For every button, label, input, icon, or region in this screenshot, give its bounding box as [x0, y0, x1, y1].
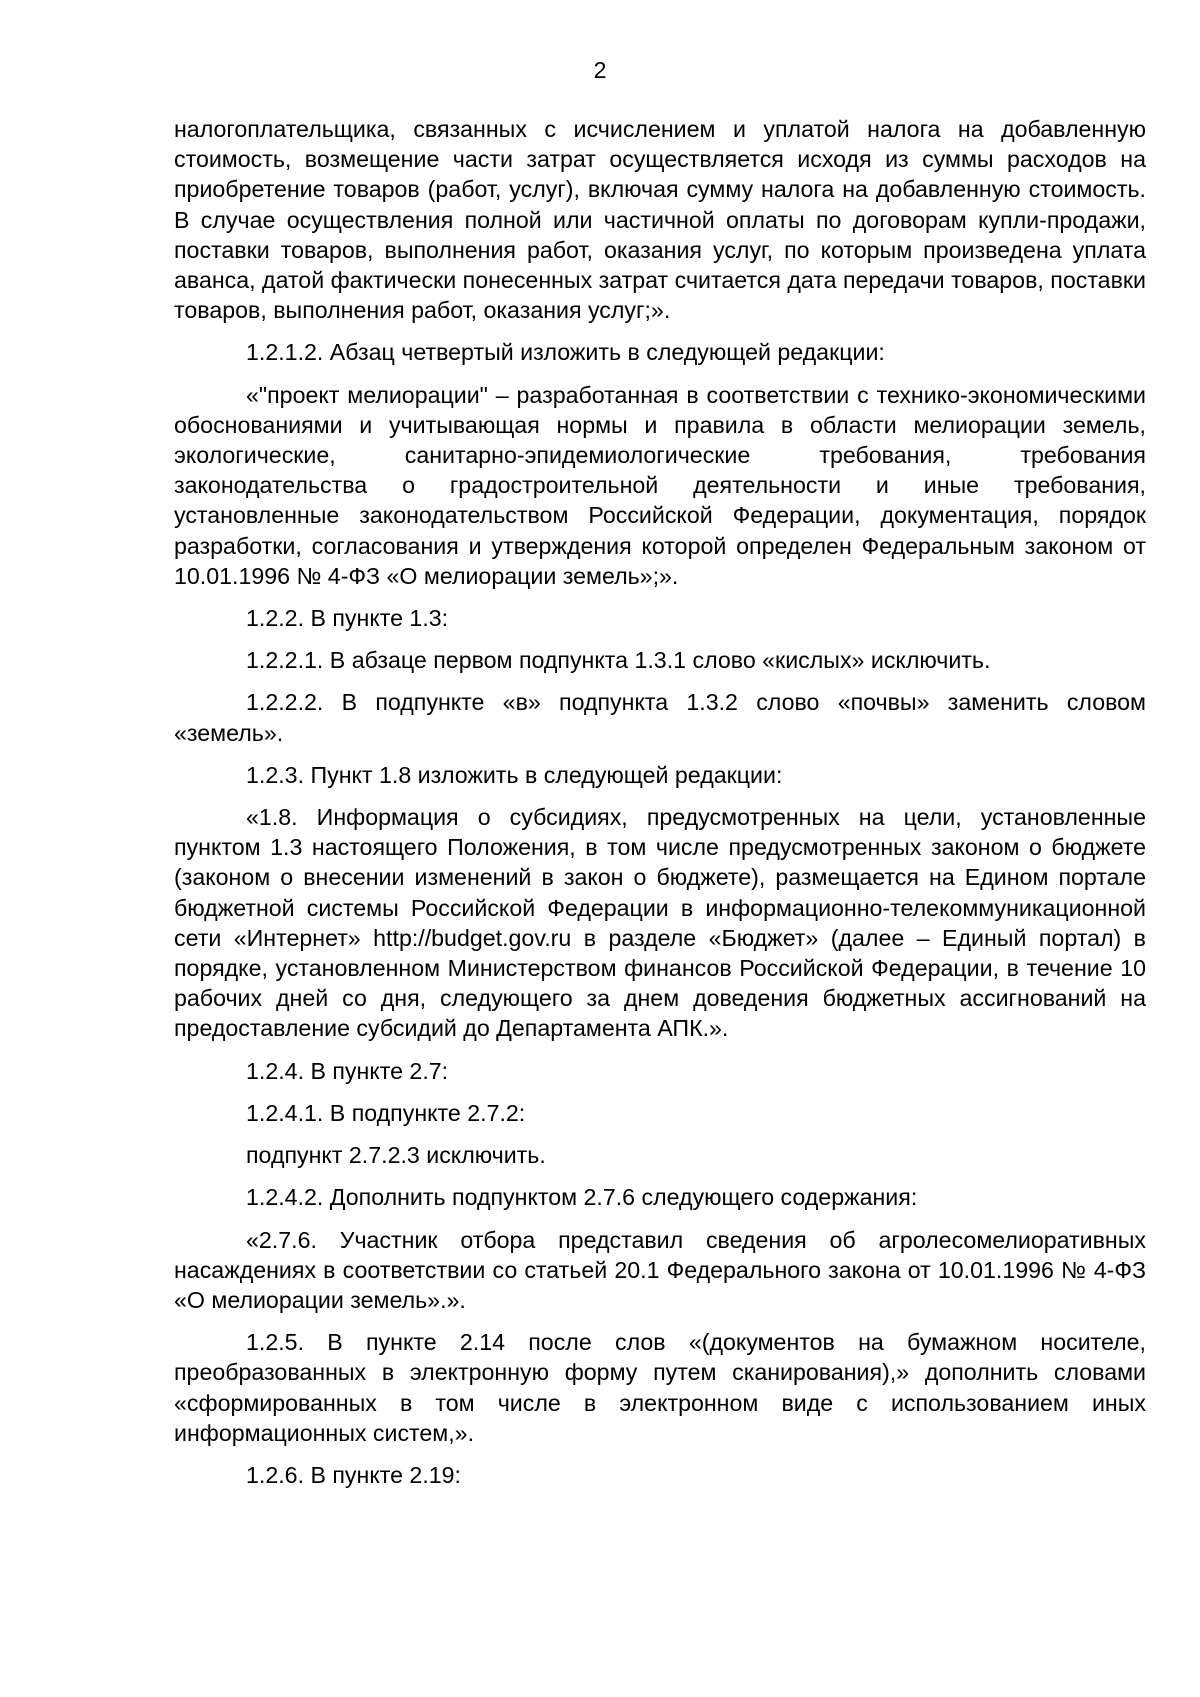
paragraph-melioration-project-definition: «"проект мелиорации" – разработанная в соответствии с технико-экономическими обоснованиями и учитывающая нормы и правила в области мелиорации земель, экологические, санитарно-эпидемиологические требования, требования законодательства о градостроительной деятельности и иные требования, установленные законодательством Российской Федерации, документация, порядок разработки, согласования и утверждения которой определен Федеральным законом от 10.01.1996 № 4-ФЗ «О мелиорации земель»;».: [174, 381, 1146, 589]
paragraph-1-2-6: 1.2.6. В пункте 2.19:: [246, 1461, 461, 1488]
paragraph-1-8-text: «1.8. Информация о субсидиях, предусмотренных на цели, установленные пунктом 1.3 настоящего Положения, в том числе предусмотренных законом о бюджете (законом о внесении изменений в закон о бюджете), размещается на Едином портале бюджетной системы Российской Федерации в информационно-телекоммуникационной сети «Интернет» http://budget.gov.ru в разделе «Бюджет» (далее – Единый портал) в порядке, установленном Министерством финансов Российской Федерации, в течение 10 рабочих дней со дня, следующего за днем доведения бюджетных ассигнований на предоставление субсидий до Департамента АПК.».: [174, 804, 1146, 1042]
paragraph-2-7-2-3-excluded: подпункт 2.7.2.3 исключить.: [246, 1142, 546, 1169]
paragraph-1-2-2: 1.2.2. В пункте 1.3:: [246, 605, 449, 632]
paragraph-1-2-4: 1.2.4. В пункте 2.7:: [246, 1057, 449, 1084]
document-body: [174, 114, 1146, 1490]
paragraph-2-7-6-text: «2.7.6. Участник отбора представил сведения об агролесомелиоративных насаждениях в соответствии со статьей 20.1 Федерального закона от 10.01.1996 № 4-ФЗ «О мелиорации земель».».: [174, 1226, 1146, 1313]
paragraph-1-2-3: 1.2.3. Пункт 1.8 изложить в следующей редакции:: [246, 761, 783, 788]
paragraph-1-2-1-2: 1.2.1.2. Абзац четвертый изложить в следующей редакции:: [246, 339, 885, 366]
paragraph-continuation: налогоплательщика, связанных с исчислением и уплатой налога на добавленную стоимость, возмещение части затрат осуществляется исходя из суммы расходов на приобретение товаров (работ, услуг), включая сумму налога на добавленную стоимость. В случае осуществления полной или частичной оплаты по договорам купли-продажи, поставки товаров, выполнения работ, оказания услуг, по которым произведена уплата аванса, датой фактически понесенных затрат считается дата передачи товаров, поставки товаров, выполнения работ, оказания услуг;».: [174, 116, 1146, 324]
paragraph-1-2-2-1: 1.2.2.1. В абзаце первом подпункта 1.3.1 слово «кислых» исключить.: [246, 647, 991, 674]
paragraph-1-2-5: 1.2.5. В пункте 2.14 после слов «(документов на бумажном носителе, преобразованных в электронную форму путем сканирования),» дополнить словами «сформированных в том числе в электронном виде с использованием иных информационных систем,».: [174, 1329, 1146, 1446]
paragraph-1-2-4-1: 1.2.4.1. В подпункте 2.7.2:: [246, 1099, 526, 1126]
page-number: 2: [593, 57, 607, 83]
paragraph-1-2-4-2: 1.2.4.2. Дополнить подпунктом 2.7.6 следующего содержания:: [246, 1184, 918, 1211]
paragraph-1-2-2-2: 1.2.2.2. В подпункте «в» подпункта 1.3.2 слово «почвы» заменить словом «земель».: [174, 689, 1146, 746]
